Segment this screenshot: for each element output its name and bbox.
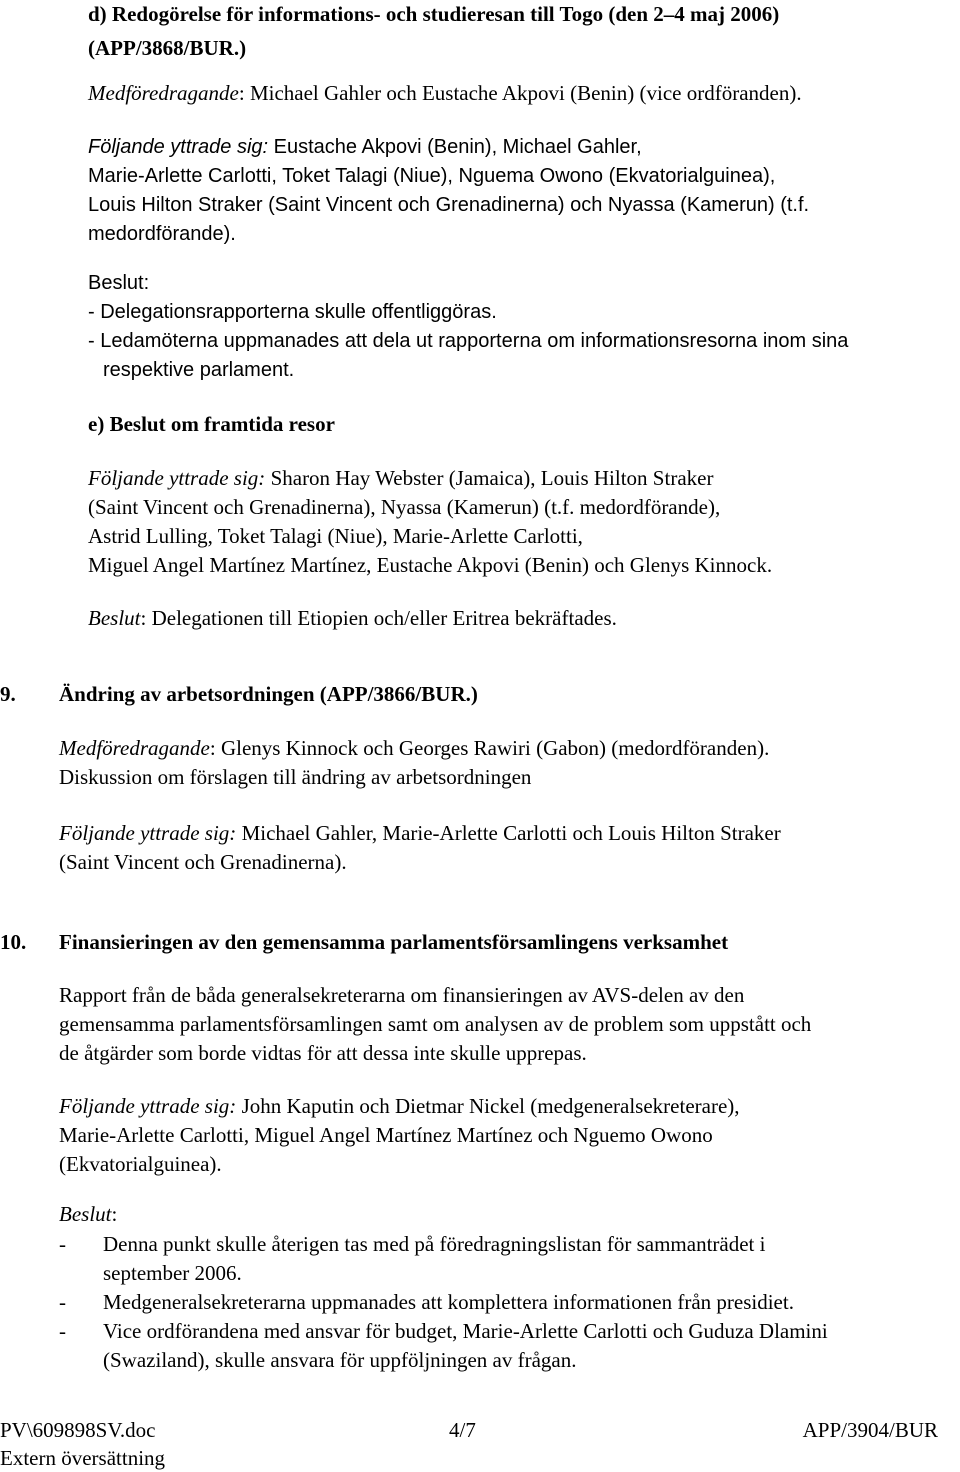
item-10-report-line3: de åtgärder som borde vidtas för att dessa inte skulle upprepas. <box>59 1041 587 1065</box>
rapporteur-label: Medföredragande <box>88 81 239 105</box>
section-e-speakers-line1: Följande yttrade sig: Sharon Hay Webster (Jamaica), Louis Hilton Straker <box>88 466 714 490</box>
item-10-speakers-line1: Följande yttrade sig: John Kaputin och Dietmar Nickel (medgeneralsekreterare), <box>59 1094 740 1118</box>
item-9-discussion: Diskussion om förslagen till ändring av arbetsordningen <box>59 765 532 789</box>
section-d-speakers-line3: Louis Hilton Straker (Saint Vincent och Grenadinerna) och Nyassa (Kamerun) (t.f. <box>88 194 810 216</box>
section-e-decision: Beslut: Delegationen till Etiopien och/eller Eritrea bekräftades. <box>88 606 617 630</box>
item-10-dash-2: - <box>59 1290 66 1314</box>
item-9-title: Ändring av arbetsordningen (APP/3866/BUR.) <box>59 682 478 706</box>
item-10-dash-3: - <box>59 1319 66 1343</box>
speakers-label: Följande yttrade sig: <box>59 1094 237 1118</box>
section-e-speakers-line3: Astrid Lulling, Toket Talagi (Niue), Marie-Arlette Carlotti, <box>88 524 583 548</box>
footer-note: Extern översättning <box>0 1446 166 1470</box>
rapporteur-label: Medföredragande <box>59 736 210 760</box>
item-10-speakers-line2: Marie-Arlette Carlotti, Miguel Angel Martínez Martínez och Nguemo Owono <box>59 1123 713 1147</box>
item-10-decision-item3-line2: (Swaziland), skulle ansvara för uppföljningen av frågan. <box>103 1348 577 1372</box>
rapporteur-text: : Michael Gahler och Eustache Akpovi (Benin) (vice ordföranden). <box>238 81 802 105</box>
item-9-speakers-line2: (Saint Vincent och Grenadinerna). <box>59 850 347 874</box>
item-10-decision-label: Beslut: <box>59 1202 118 1226</box>
section-d-decision-item2-line2: respektive parlament. <box>103 359 295 381</box>
decision-label: Beslut <box>88 606 141 630</box>
item-10-speakers-line3: (Ekvatorialguinea). <box>59 1152 222 1176</box>
item-10-title: Finansieringen av den gemensamma parlamentsförsamlingens verksamhet <box>59 930 729 954</box>
item-9-number: 9. <box>0 682 16 706</box>
speakers-label: Följande yttrade sig: <box>59 821 237 845</box>
footer-file: PV\609898SV.doc <box>0 1418 156 1442</box>
item-10-dash-1: - <box>59 1232 66 1256</box>
speakers-label: Följande yttrade sig: <box>88 466 266 490</box>
section-d-decision-item2-line1: - Ledamöterna uppmanades att dela ut rapporterna om informationsresorna inom sina <box>88 330 849 352</box>
section-d-decision-item1: - Delegationsrapporterna skulle offentliggöras. <box>88 301 497 323</box>
section-d-rapporteur <box>88 79 802 108</box>
section-e-speakers-line4: Miguel Angel Martínez Martínez, Eustache Akpovi (Benin) och Glenys Kinnock. <box>88 553 773 577</box>
section-d-speakers-line4: medordförande). <box>88 223 236 245</box>
section-d-speakers-line1: Följande yttrade sig: Eustache Akpovi (Benin), Michael Gahler, <box>88 136 642 158</box>
item-10-decision-item3-line1: Vice ordförandena med ansvar för budget, Marie-Arlette Carlotti och Guduza Dlamini <box>103 1319 828 1343</box>
section-e-heading: e) Beslut om framtida resor <box>88 412 335 436</box>
item-10-decision-item1-line2: september 2006. <box>103 1261 242 1285</box>
section-e-speakers-line2: (Saint Vincent och Grenadinerna), Nyassa (Kamerun) (t.f. medordförande), <box>88 495 721 519</box>
item-9-rapporteur: Medföredragande: Glenys Kinnock och Georges Rawiri (Gabon) (medordföranden). <box>59 736 770 760</box>
section-d-decision-label: Beslut: <box>88 272 150 294</box>
footer-page-number: 4/7 <box>449 1418 476 1442</box>
item-10-report-line1: Rapport från de båda generalsekreterarna om finansieringen av AVS-delen av den <box>59 983 745 1007</box>
footer-ref: APP/3904/BUR <box>802 1418 938 1442</box>
item-10-decision-item1-line1: Denna punkt skulle återigen tas med på föredragningslistan för sammanträdet i <box>103 1232 766 1256</box>
item-10-decision-item2: Medgeneralsekreterarna uppmanades att komplettera informationen från presidiet. <box>103 1290 794 1314</box>
item-10-number: 10. <box>0 930 27 954</box>
section-d-heading-line2: (APP/3868/BUR.) <box>88 36 247 60</box>
speakers-label: Följande yttrade sig: <box>88 136 269 158</box>
section-d-heading-line1: d) Redogörelse för informations- och studieresan till Togo (den 2–4 maj 2006) <box>88 2 780 26</box>
item-10-report-line2: gemensamma parlamentsförsamlingen samt om analysen av de problem som uppstått och <box>59 1012 812 1036</box>
item-9-speakers-line1: Följande yttrade sig: Michael Gahler, Marie-Arlette Carlotti och Louis Hilton Straker <box>59 821 781 845</box>
section-d-speakers-line2: Marie-Arlette Carlotti, Toket Talagi (Niue), Nguema Owono (Ekvatorialguinea), <box>88 165 776 187</box>
